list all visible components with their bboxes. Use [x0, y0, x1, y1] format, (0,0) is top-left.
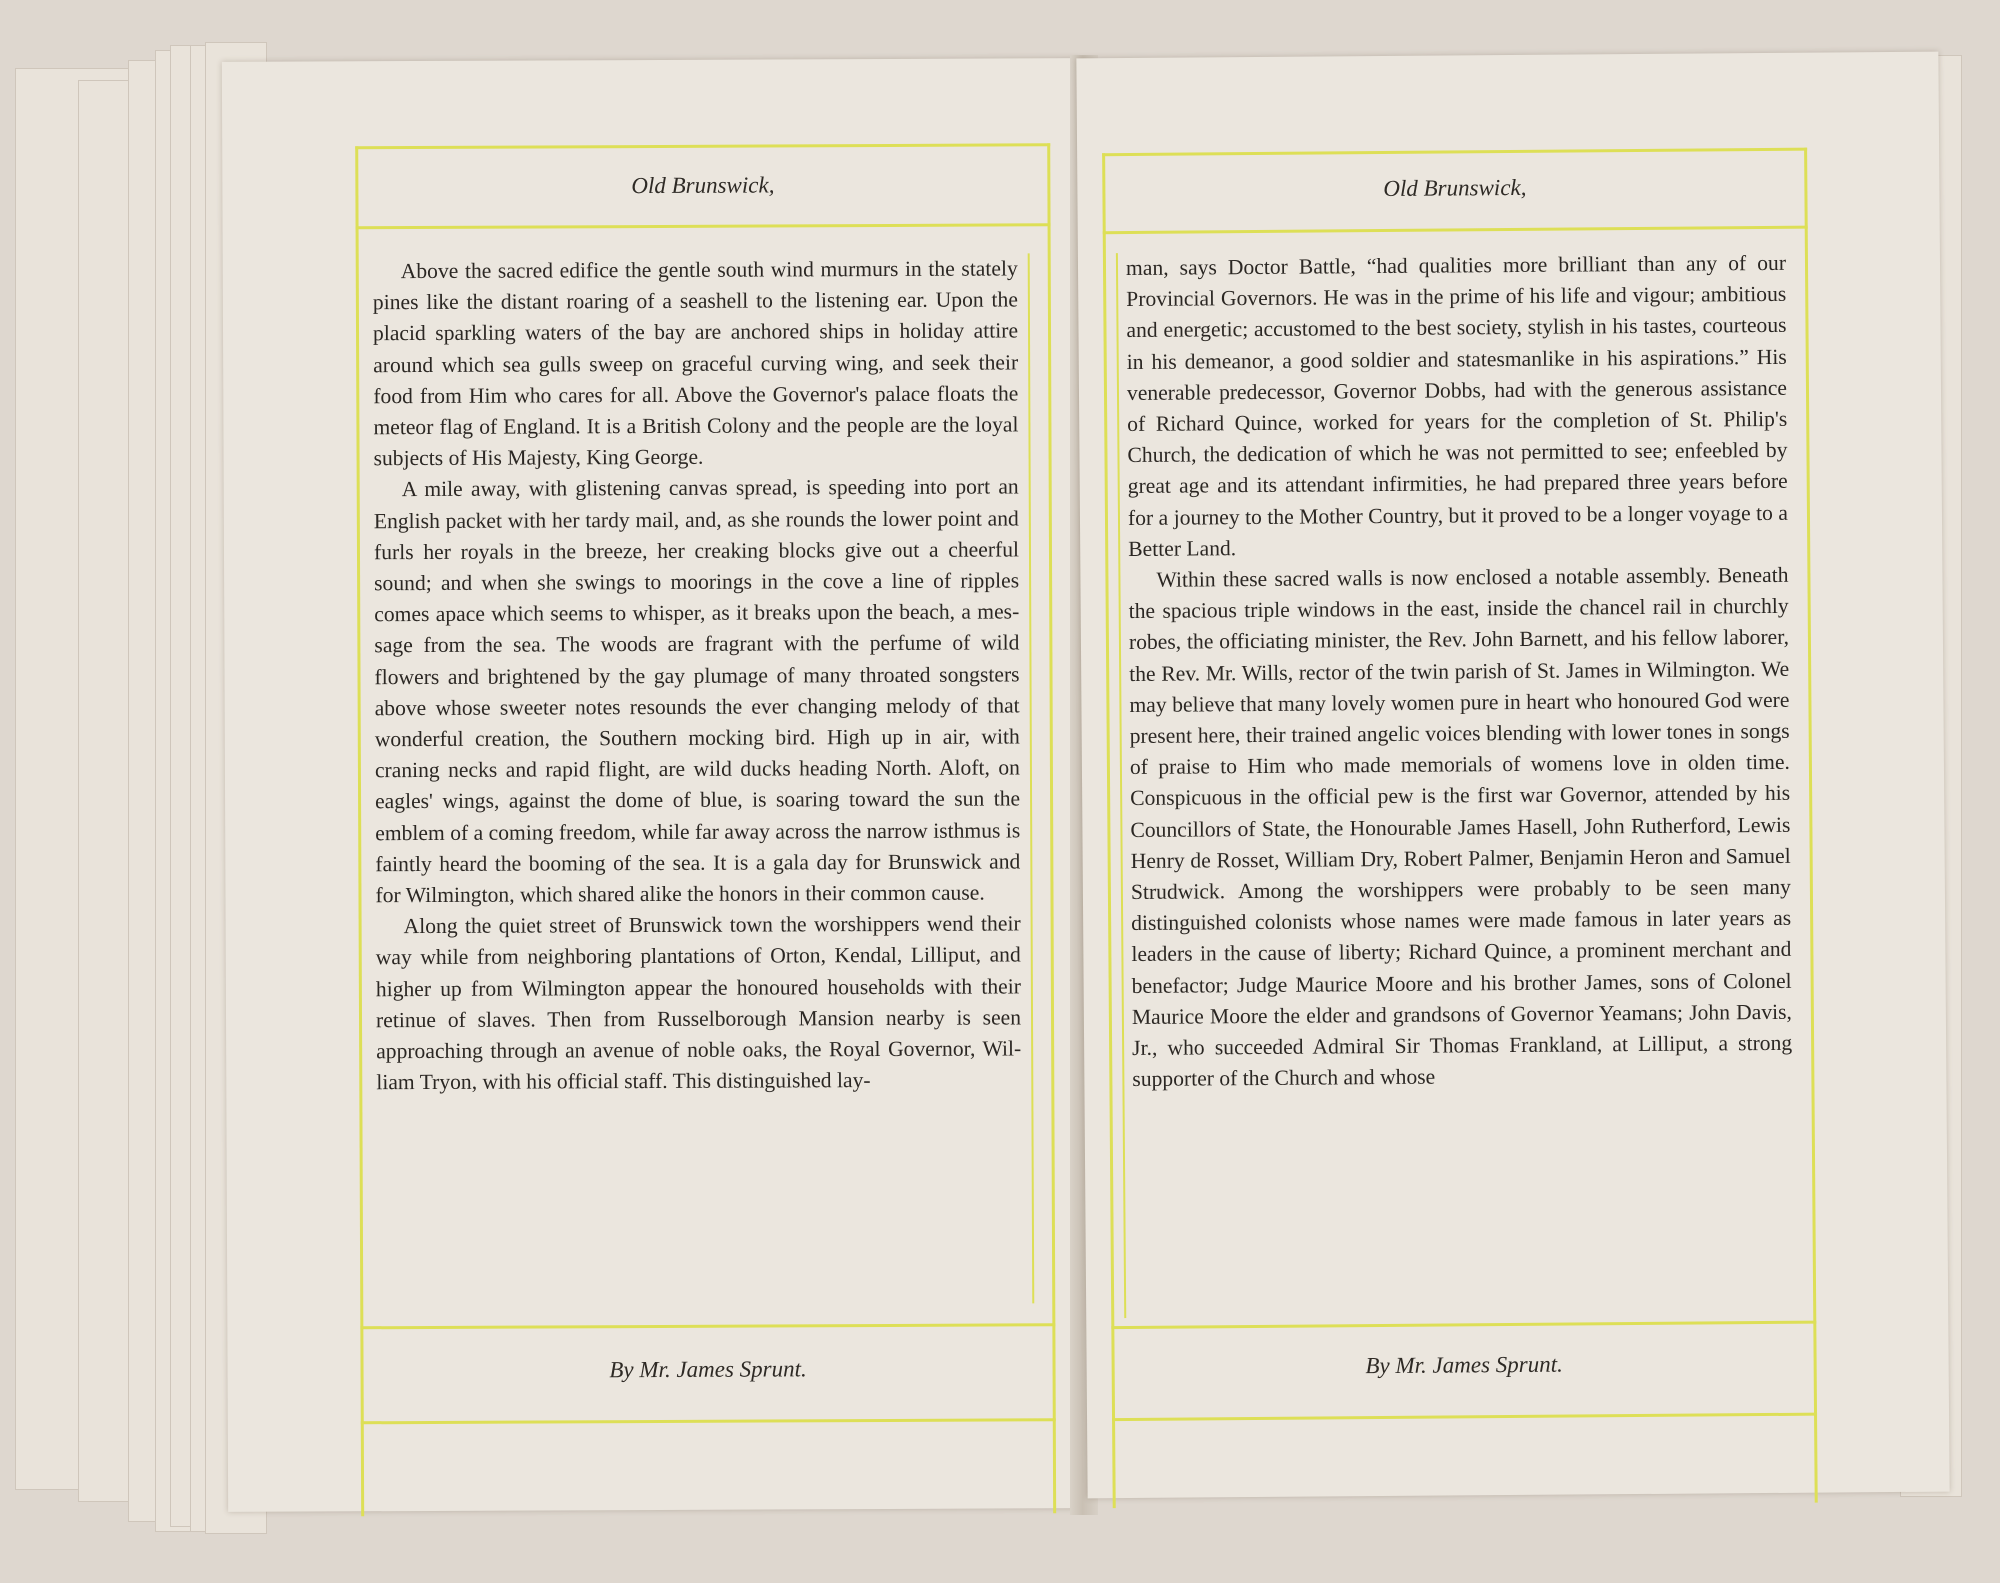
paragraph: Above the sacred edifice the gentle south wind murmurs in the stately pines like the distant roaring of a seashell to the listening ear. Upon the placid sparkling waters of the bay are anchored ships in holiday attire around which sea gulls sweep on graceful curving wing, and seek their food from Him who cares for all. Above the Governor's palace floats the meteor flag of England. It is a British Colony and the people are the loyal subjects of His Majesty, King George.	[372, 256, 1019, 471]
left-border	[355, 146, 364, 1516]
paragraph: Along the quiet street of Brunswick town the worshippers wend their way while from neighboring plantations of Orton, Kendal, Lilliput, and higher up from Wilmington appear the honoured households with their retinue of slaves. Then from Russelborough Mansion nearby is seen approaching through an avenue of noble oaks, the Royal Governor, William Tryon, with his official staff. This distinguished lay-	[375, 911, 1022, 1095]
column-rule	[1116, 253, 1126, 1318]
paragraph: man, says Doctor Battle, “had qualities more brilliant than any of our Provincial Governors. He was in the prime of his life and vigour; ambitious and energetic; accustomed to the best society, stylish in his tastes, courteous in his demeanor, a good soldier and statesmanlike in his aspirations.” His venerable predecessor, Governor Dobbs, had with the generous assistance of Richard Quince, worked for years for the completion of St. Philip's Church, the dedication of which he was not permitted to see; enfeebled by great age and its attendant infirmities, he had prepared three years before for a journey to the Mother Country, but it proved to be a longer voyage to a Better Land.	[1125, 250, 1789, 561]
running-foot: By Mr. James Sprunt.	[1365, 1351, 1563, 1379]
body-text	[1126, 248, 1793, 1096]
body-text	[373, 253, 1022, 1098]
right-page	[1076, 52, 1949, 1499]
bottom-border	[361, 1418, 1056, 1424]
top-border	[355, 143, 1050, 149]
footer-rule	[360, 1323, 1055, 1329]
header-rule	[356, 223, 1051, 229]
running-head: Old Brunswick,	[1383, 174, 1527, 201]
right-border	[1804, 148, 1818, 1503]
column-rule	[1028, 253, 1035, 1303]
right-border	[1047, 143, 1056, 1513]
paragraph: A mile away, with glistening canvas spread, is speeding into port an English packet with her tardy mail, and, as she rounds the lower point and furls her royals in the breeze, her creaking blocks give out a cheerful sound; and when she swings to moorings in the cove a line of ripples comes apace which seems to whisper, as it breaks upon the beach, a message from the sea. The woods are fragrant with the perfume of wild flowers and brightened by the gay plumage of many throated songsters above whose sweeter notes resounds the ever changing melody of that wonderful creation, the Southern mocking bird. High up in air, with craning necks and rapid flight, are wild ducks heading North. Aloft, on eagles' wings, against the dome of blue, is soaring toward the sun the emblem of a coming freedom, while far away across the narrow isthmus is faintly heard the booming of the sea. It is a gala day for Brunswick and for Wilmington, which shared alike the honors in their common cause.	[373, 474, 1021, 908]
header-rule	[1103, 226, 1808, 235]
left-border	[1102, 153, 1116, 1508]
running-foot: By Mr. James Sprunt.	[609, 1356, 807, 1383]
left-page	[222, 58, 1083, 1512]
bottom-border	[1112, 1413, 1817, 1422]
top-border	[1102, 148, 1807, 157]
paragraph: Within these sacred walls is now enclosed a notable assembly. Beneath the spacious triple windows in the east, inside the chancel rail in churchly robes, the officiating minister, the Rev. John Barnett, and his fellow laborer, the Rev. Mr. Wills, rector of the twin parish of St. James in Wilmington. We may believe that many lovely women pure in heart who honoured God were present here, their trained angelic voices blending with lower tones in songs of praise to Him who made memorials of womens love in olden time. Conspicuous in the official pew is the first war Governor, attended by his Councillors of State, the Honourable James Hasell, John Rutherford, Lewis Henry de Rosset, William Dry, Robert Palmer, Benjamin Heron and Samuel Strudwick. Among the worshippers were probably to be seen many distinguished colonists whose names were made famous in later years as leaders in the cause of liberty; Richard Quince, a prominent merchant and benefactor; Judge Maurice Moore and his brother James, sons of Colonel Maurice Moore the elder and grandsons of Governor Yeamans; John Davis, Jr., who succeeded Admiral Sir Thomas Frankland, at Lilliput, a strong supporter of the Church and whose	[1128, 562, 1793, 1092]
footer-rule	[1111, 1321, 1816, 1330]
running-head: Old Brunswick,	[631, 172, 775, 199]
